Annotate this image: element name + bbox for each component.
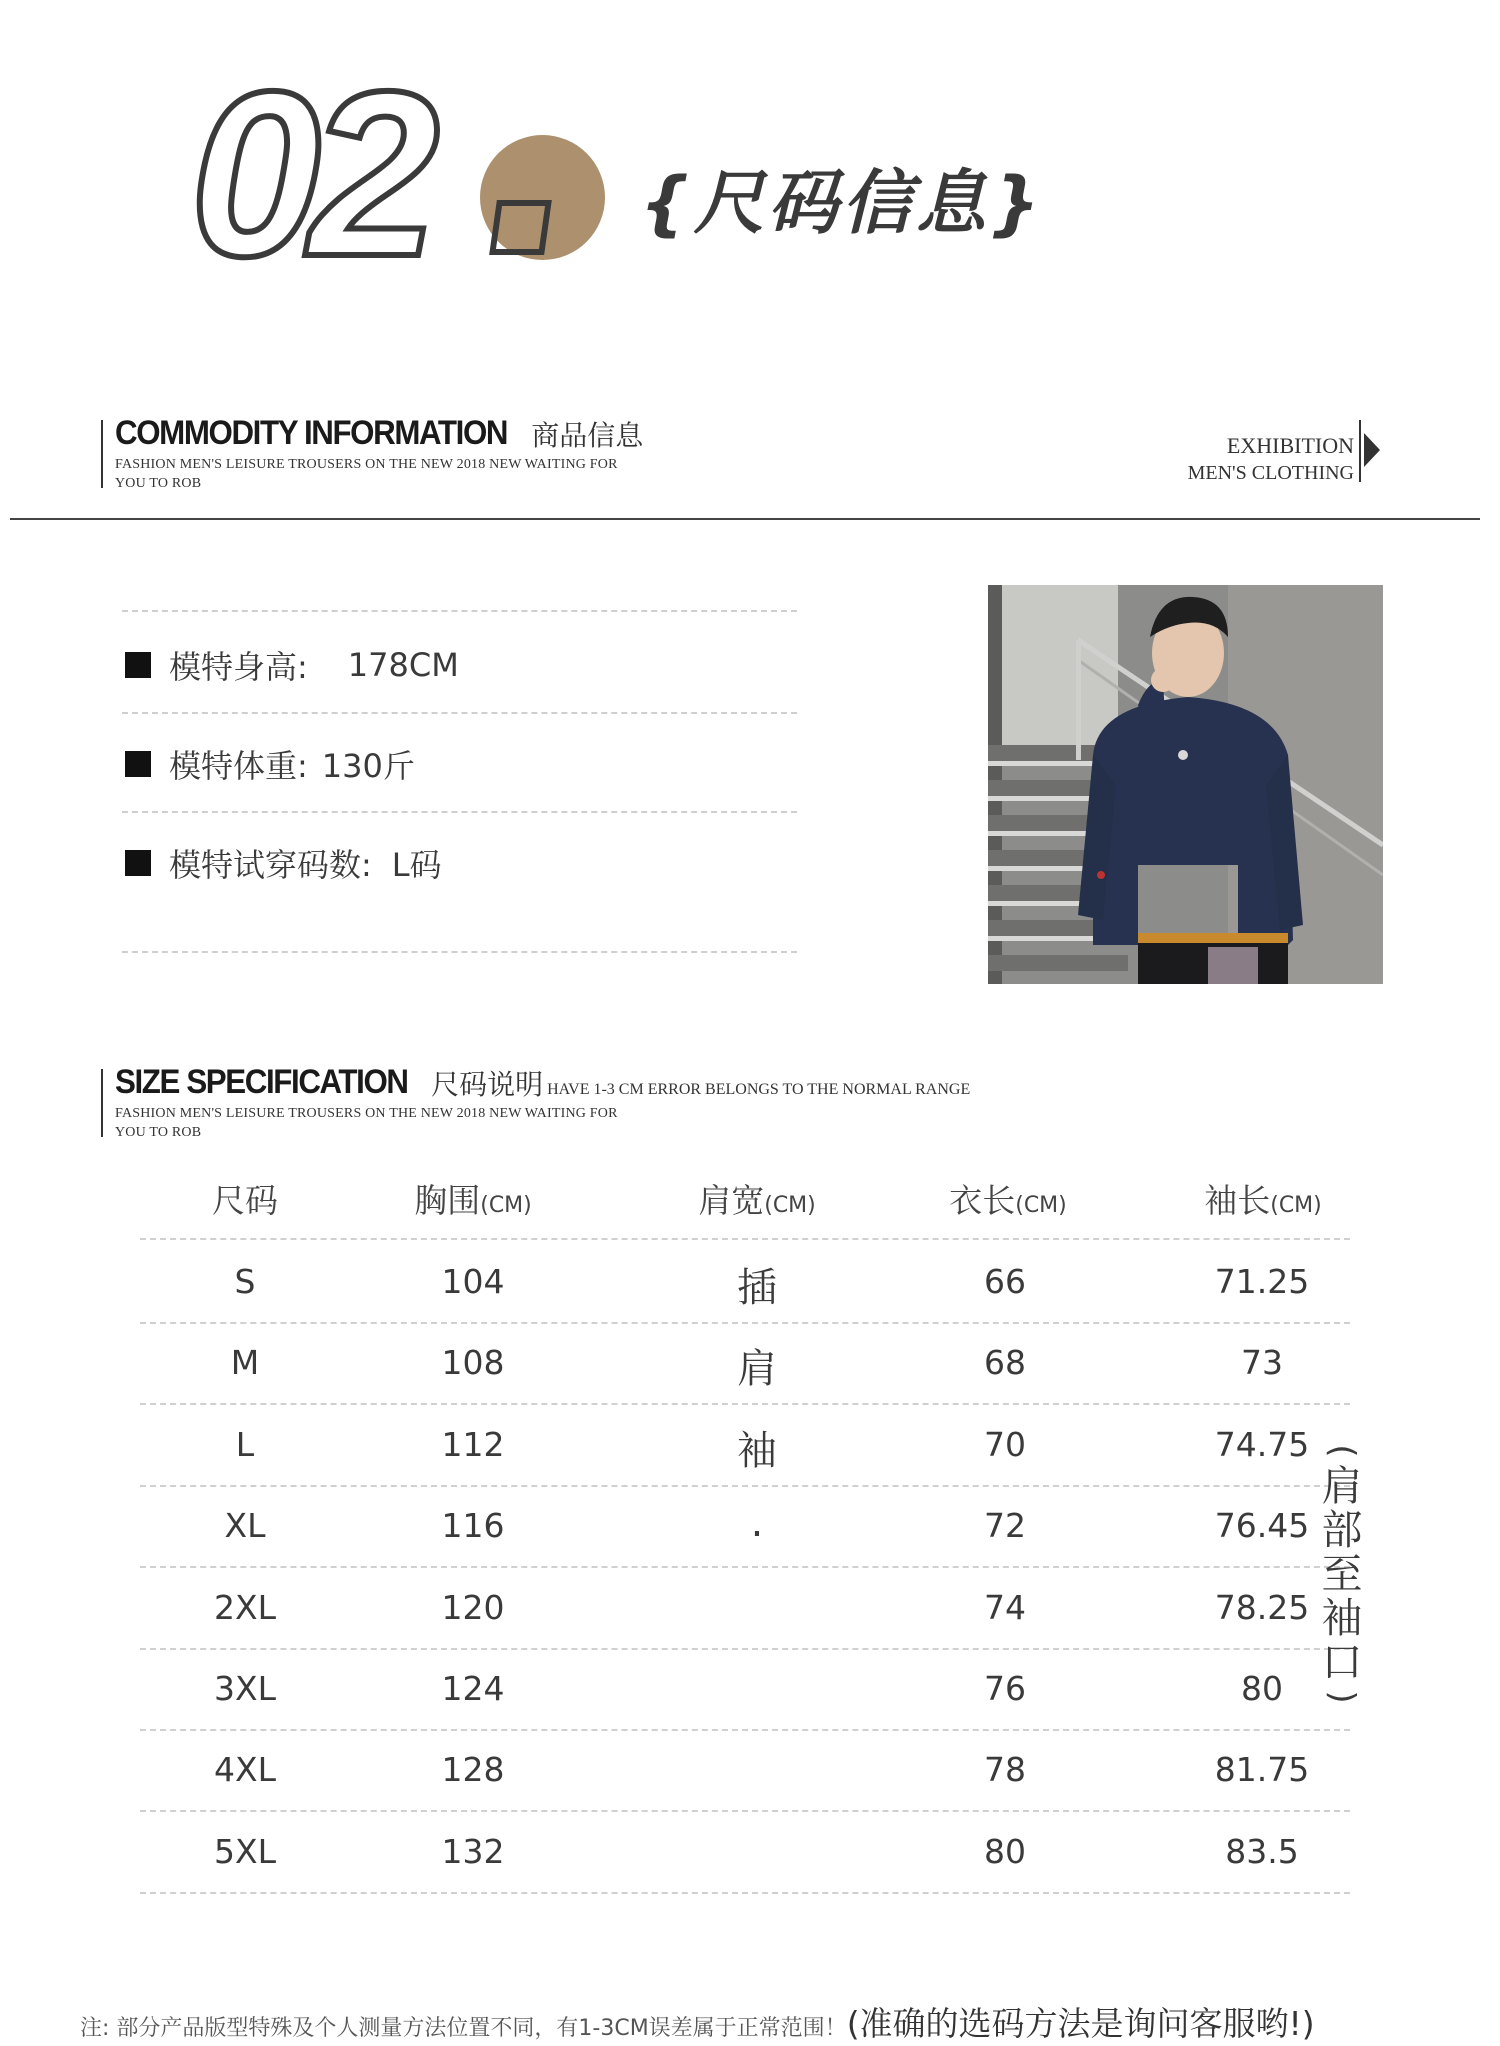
note-close-paren: ) <box>1322 1690 1362 1704</box>
page-title: {尺码信息} <box>640 162 1044 244</box>
cell-chest: 124 <box>441 1669 505 1708</box>
header-length-label: 衣长 <box>949 1181 1016 1220</box>
footnote <box>80 1998 1315 2045</box>
cell-chest: 104 <box>441 1262 505 1301</box>
model-photo <box>988 585 1383 984</box>
commodity-title-cn: 商品信息 <box>531 419 644 452</box>
note-char: 口 <box>1321 1638 1363 1686</box>
cell-length: 76 <box>984 1669 1026 1708</box>
note-open-paren: ( <box>1322 1444 1362 1458</box>
table-row <box>0 1262 1500 1322</box>
info-divider <box>122 951 797 953</box>
note-char: 肩 <box>1321 1462 1363 1510</box>
square-bullet-icon <box>125 751 151 777</box>
cell-size: 3XL <box>214 1669 276 1708</box>
cell-sleeve: 83.5 <box>1225 1832 1299 1871</box>
cell-shoulder: 插 <box>737 1265 777 1311</box>
header-chest <box>373 1175 573 1222</box>
mens-clothing-label: MEN'S CLOTHING <box>1187 462 1354 484</box>
outlined-square-dot <box>489 200 552 255</box>
cell-length: 70 <box>984 1425 1026 1464</box>
header-sleeve-label: 袖长 <box>1204 1181 1271 1220</box>
header-length-unit: (CM) <box>1015 1193 1067 1218</box>
cell-chest: 128 <box>441 1750 505 1789</box>
table-row <box>0 1588 1500 1648</box>
triangle-arrow-icon <box>1364 433 1380 467</box>
table-row <box>0 1343 1500 1403</box>
sleeve-measure-note <box>1320 1438 1364 1710</box>
header-sleeve <box>1153 1175 1373 1222</box>
model-size-label: 模特试穿码数: <box>169 846 372 884</box>
info-divider <box>122 610 797 612</box>
footnote-advice: (准确的选码方法是询问客服哟!) <box>846 2004 1315 2043</box>
cell-length: 74 <box>984 1588 1026 1627</box>
table-row <box>0 1500 1500 1566</box>
note-char: 部 <box>1321 1506 1363 1554</box>
cell-chest: 116 <box>441 1506 505 1545</box>
cell-sleeve: 74.75 <box>1214 1425 1310 1464</box>
cell-chest: 112 <box>441 1425 505 1464</box>
cell-length: 80 <box>984 1832 1026 1871</box>
square-bullet-icon <box>125 850 151 876</box>
commodity-title-en: COMMODITY INFORMATION <box>115 414 508 452</box>
cell-sleeve: 73 <box>1241 1343 1283 1382</box>
square-bullet-icon <box>125 652 151 678</box>
cell-size: XL <box>224 1506 266 1545</box>
header-size <box>145 1175 345 1222</box>
table-divider <box>140 1403 1350 1405</box>
table-row <box>0 1425 1500 1485</box>
commodity-subtitle-2: YOU TO ROB <box>115 476 202 491</box>
table-divider <box>140 1892 1350 1894</box>
cell-size: M <box>230 1343 260 1382</box>
header-sleeve-unit: (CM) <box>1270 1193 1322 1218</box>
cell-sleeve: 78.25 <box>1214 1588 1310 1627</box>
cell-sleeve: 80 <box>1241 1669 1283 1708</box>
cell-size: S <box>234 1262 256 1301</box>
note-char: 至 <box>1321 1550 1363 1598</box>
header-chest-unit: (CM) <box>480 1193 532 1218</box>
cell-sleeve: 71.25 <box>1214 1262 1310 1301</box>
cell-shoulder: 袖 <box>737 1428 777 1474</box>
size-spec-title-en: SIZE SPECIFICATION <box>115 1063 408 1101</box>
cell-size: 4XL <box>214 1750 276 1789</box>
table-divider <box>140 1322 1350 1324</box>
size-spec-header <box>115 1065 970 1142</box>
note-char: 袖 <box>1321 1594 1363 1642</box>
info-divider <box>122 811 797 813</box>
section-bar <box>101 420 103 488</box>
size-spec-subtitle-2: YOU TO ROB <box>115 1125 202 1140</box>
table-row <box>0 1832 1500 1892</box>
model-size-value: L码 <box>391 846 442 884</box>
commodity-header <box>115 416 643 493</box>
table-divider <box>140 1810 1350 1812</box>
info-divider <box>122 712 797 714</box>
model-height-row <box>125 642 459 688</box>
table-divider <box>140 1485 1350 1487</box>
size-spec-title-cn: 尺码说明 <box>431 1068 544 1101</box>
cell-sleeve: 76.45 <box>1214 1506 1310 1545</box>
cell-sleeve: 81.75 <box>1214 1750 1310 1789</box>
cell-chest: 120 <box>441 1588 505 1627</box>
section-divider <box>10 518 1480 520</box>
header-length <box>898 1175 1118 1222</box>
commodity-subtitle-1: FASHION MEN'S LEISURE TROUSERS ON THE NEW 2018 NEW WAITING FOR <box>115 457 618 472</box>
cell-chest: 108 <box>441 1343 505 1382</box>
header-size-label: 尺码 <box>212 1181 278 1220</box>
cell-length: 78 <box>984 1750 1026 1789</box>
hero-number: 02 <box>190 55 428 285</box>
size-spec-subtitle-1: FASHION MEN'S LEISURE TROUSERS ON THE NEW 2018 NEW WAITING FOR <box>115 1106 618 1121</box>
cell-length: 68 <box>984 1343 1026 1382</box>
cell-length: 66 <box>984 1262 1026 1301</box>
cell-shoulder: 肩 <box>737 1346 777 1392</box>
model-weight-label: 模特体重: <box>169 747 308 785</box>
cell-length: 72 <box>984 1506 1026 1545</box>
table-divider <box>140 1566 1350 1568</box>
table-row <box>0 1750 1500 1810</box>
cell-size: 5XL <box>214 1832 276 1871</box>
header-chest-label: 胸围 <box>414 1181 481 1220</box>
section-bar <box>101 1069 103 1137</box>
model-height-value: 178CM <box>347 646 459 684</box>
model-weight-row <box>125 741 415 787</box>
cell-shoulder: . <box>750 1500 764 1546</box>
model-size-row <box>125 840 442 886</box>
size-spec-note: HAVE 1-3 CM ERROR BELONGS TO THE NORMAL RANGE <box>547 1081 971 1098</box>
header-shoulder-unit: (CM) <box>764 1193 816 1218</box>
model-weight-value: 130斤 <box>321 747 415 785</box>
header-shoulder <box>647 1175 867 1222</box>
exhibition-label: EXHIBITION <box>1226 433 1354 458</box>
exhibition-bar <box>1359 420 1361 482</box>
cell-chest: 132 <box>441 1832 505 1871</box>
cell-size: L <box>235 1425 255 1464</box>
header-shoulder-label: 肩宽 <box>698 1181 765 1220</box>
table-row <box>0 1669 1500 1729</box>
table-divider <box>140 1648 1350 1650</box>
table-divider <box>140 1238 1350 1240</box>
footnote-disclaimer: 注: 部分产品版型特殊及个人测量方法位置不同，有1-3CM误差属于正常范围！ <box>80 2016 847 2041</box>
table-divider <box>140 1729 1350 1731</box>
cell-size: 2XL <box>214 1588 276 1627</box>
model-height-label: 模特身高: <box>169 648 308 686</box>
